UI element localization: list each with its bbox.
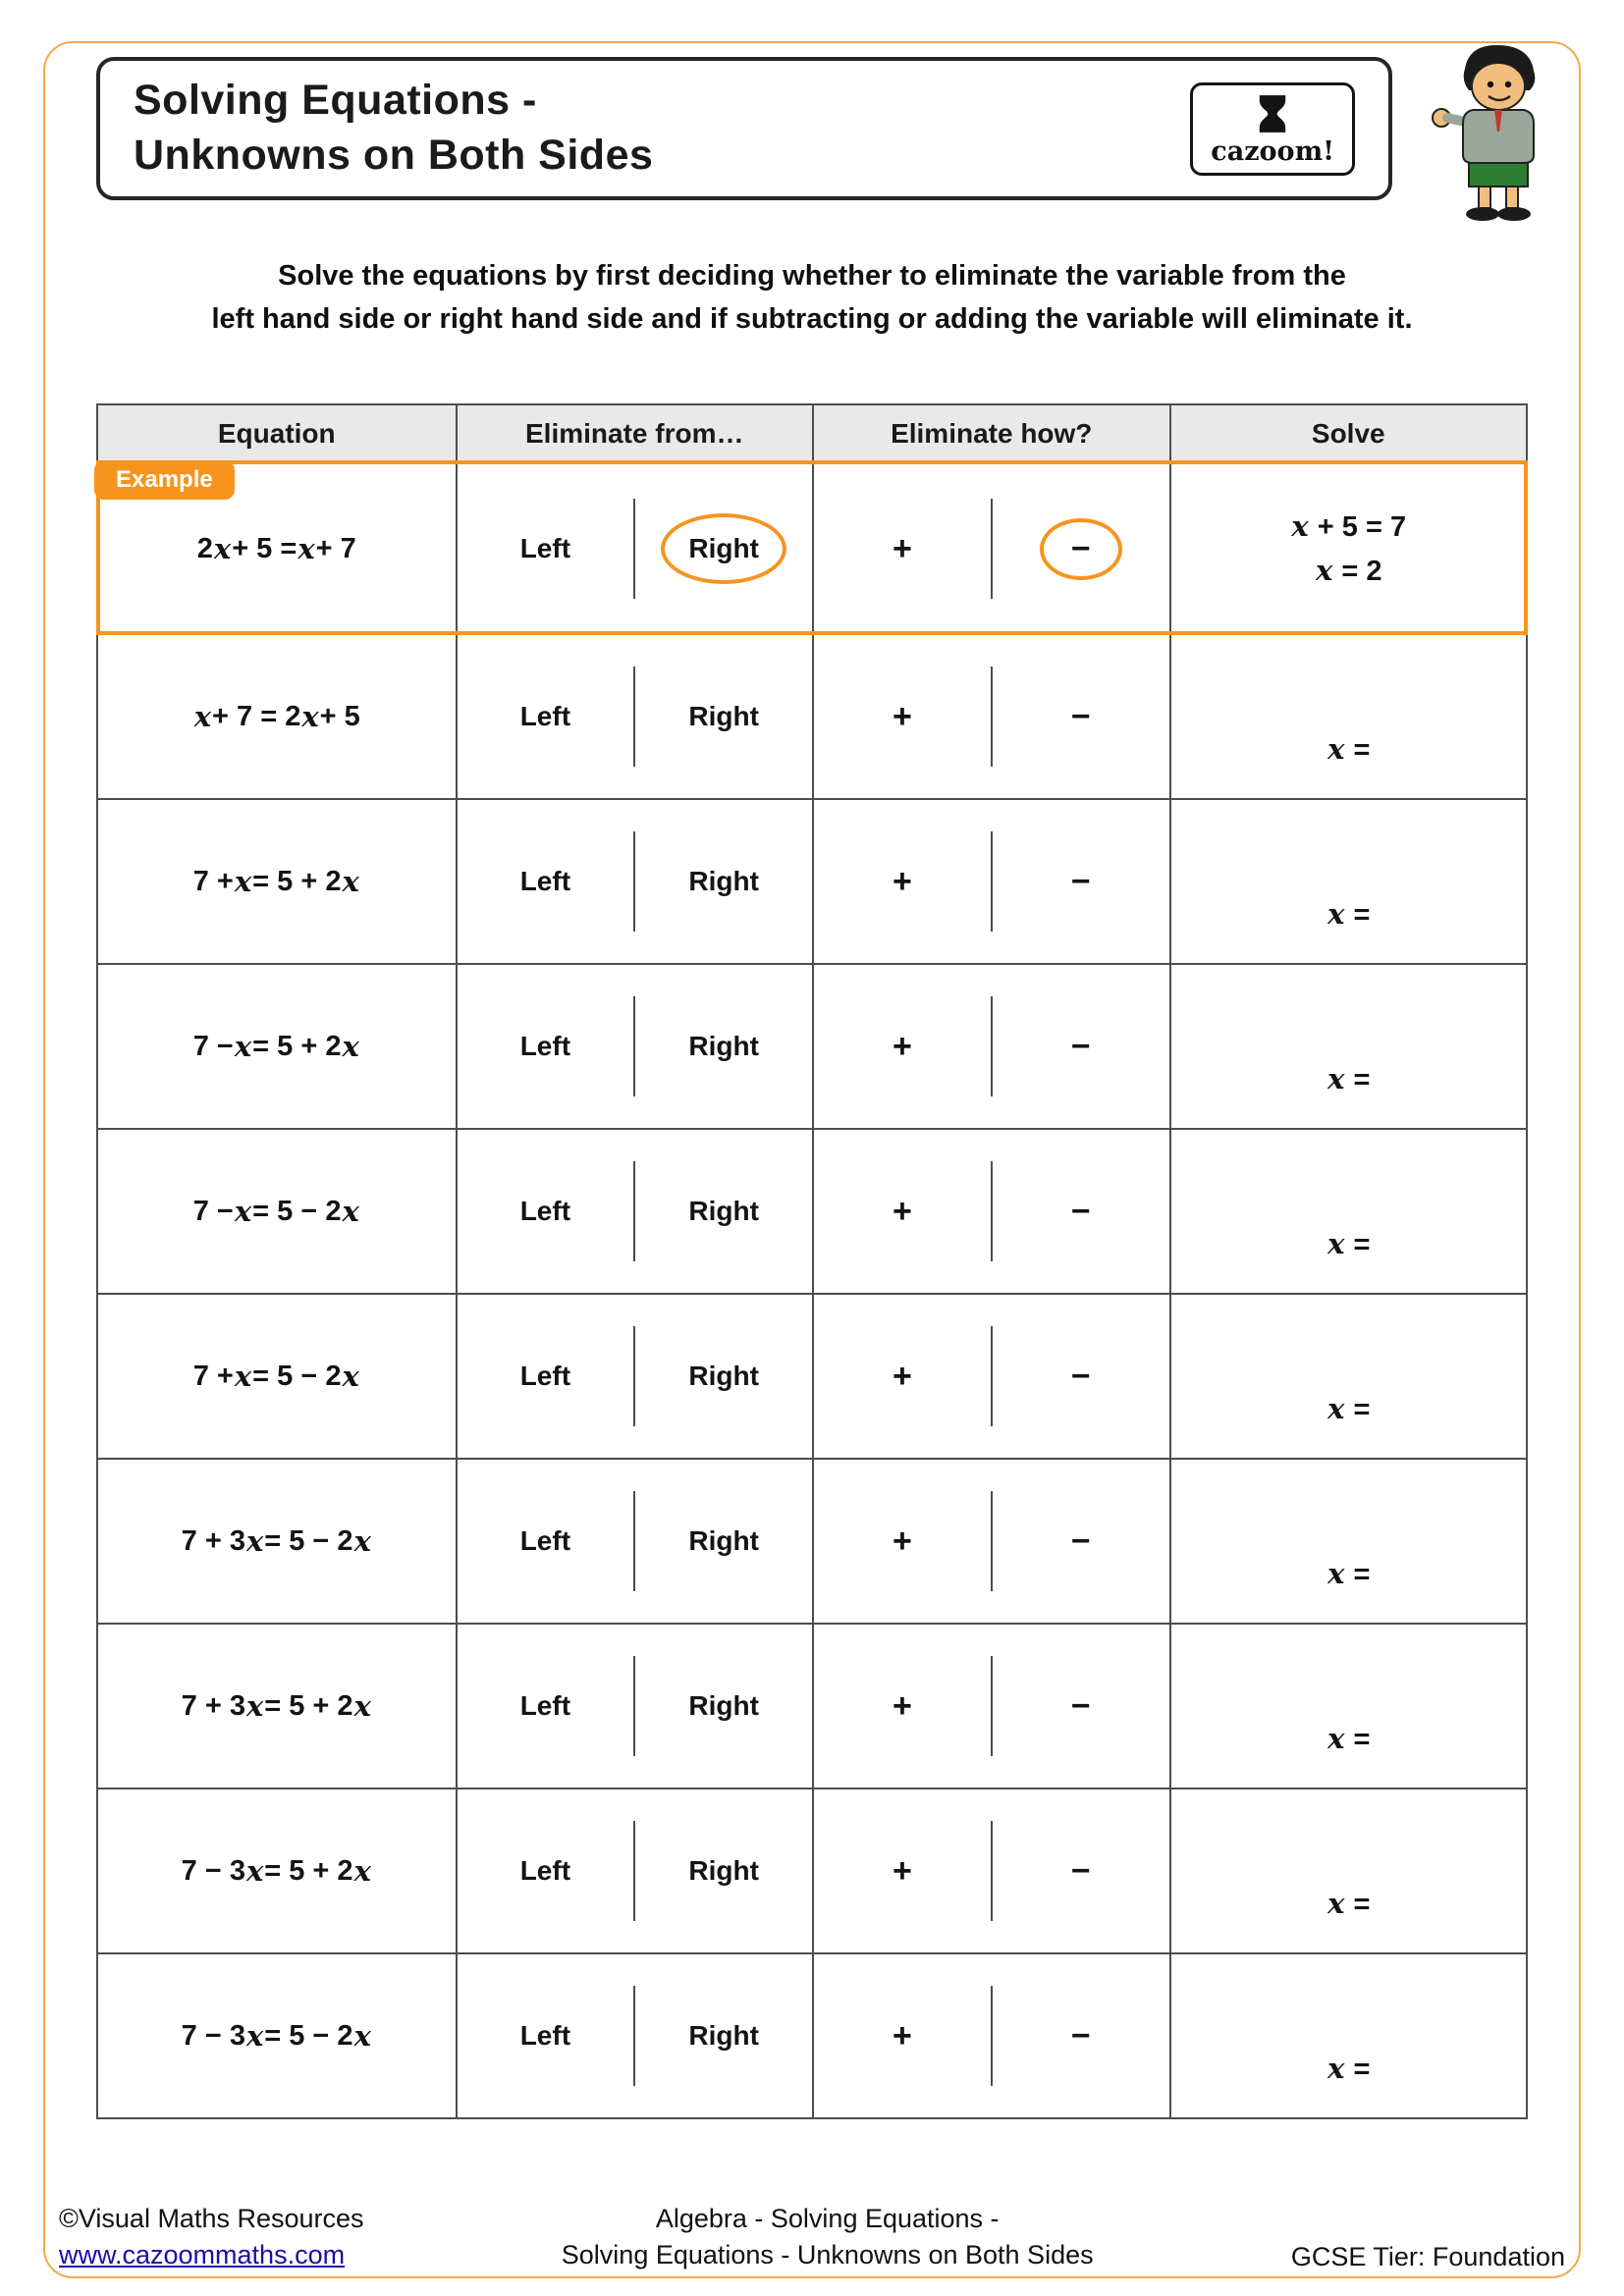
instructions-line-2: left hand side or right hand side and if subtracting or adding the variable will eliminate it. — [211, 302, 1413, 335]
left-option: Left — [519, 1690, 571, 1721]
footer-left — [59, 2201, 364, 2272]
equations-table — [96, 403, 1528, 2119]
eliminate-from-cell — [456, 1625, 813, 1788]
right-option-circled: Right — [661, 513, 786, 584]
left-option: Left — [519, 1525, 571, 1556]
right-option: Right — [688, 1525, 759, 1556]
solve-prompt: x = — [1327, 897, 1371, 931]
footer-topic-line-1: Algebra - Solving Equations - — [655, 2204, 1000, 2234]
minus-option: − — [1070, 862, 1091, 900]
table-row — [98, 798, 1526, 963]
eliminate-how-cell — [812, 1295, 1169, 1458]
eliminate-how-cell — [812, 1954, 1169, 2117]
solve-cell — [1169, 965, 1527, 1128]
solve-cell — [1169, 1295, 1527, 1458]
cazoom-logo — [1190, 82, 1355, 176]
title-line-2: Unknowns on Both Sides — [134, 132, 654, 179]
solve-prompt: x = — [1327, 1887, 1371, 1920]
plus-option: + — [892, 1192, 912, 1230]
header-solve: Solve — [1169, 405, 1527, 462]
equation: x + 7 = 2 x + 5 — [193, 700, 360, 733]
eliminate-from-cell — [456, 1954, 813, 2117]
cazoommaths-link[interactable]: www.cazoommaths.com — [59, 2239, 346, 2269]
eliminate-from-cell — [456, 464, 813, 633]
plus-option: + — [892, 529, 912, 567]
example-solve-line-2: x = 2 — [1316, 554, 1382, 587]
minus-option: − — [1070, 697, 1091, 735]
minus-option: − — [1070, 2016, 1091, 2055]
minus-option: − — [1070, 1686, 1091, 1725]
header-equation: Equation — [217, 418, 336, 449]
page-footer — [59, 2201, 1565, 2272]
example-badge: Example — [94, 460, 235, 500]
left-option: Left — [519, 701, 571, 731]
left-option: Left — [519, 533, 571, 563]
equation: 7 + 3 x = 5 − 2 x — [181, 1524, 371, 1558]
example-solve-line-1: x + 5 = 7 — [1291, 509, 1407, 543]
title-line-1: Solving Equations - — [134, 77, 537, 125]
equation: 7 + x = 5 + 2 x — [192, 865, 359, 898]
equation: 7 − 3 x = 5 + 2 x — [181, 1854, 371, 1888]
eliminate-how-cell — [812, 1789, 1169, 1952]
footer-center — [562, 2201, 1094, 2272]
left-option: Left — [519, 866, 571, 896]
left-option: Left — [519, 2020, 571, 2051]
eliminate-from-cell — [456, 1789, 813, 1952]
table-row — [98, 963, 1526, 1128]
solve-prompt: x = — [1327, 1722, 1371, 1755]
plus-option: + — [892, 1522, 912, 1560]
solve-cell — [1169, 1130, 1527, 1293]
table-row — [98, 1623, 1526, 1788]
table-row — [98, 1458, 1526, 1623]
table-row — [98, 633, 1526, 798]
solve-prompt: x = — [1327, 1392, 1371, 1425]
eliminate-from-cell — [456, 1295, 813, 1458]
solve-prompt: x = — [1327, 732, 1371, 766]
solve-cell-example — [1169, 464, 1527, 633]
eliminate-from-cell — [456, 800, 813, 963]
equation-example: 2 x + 5 = x + 7 — [196, 532, 356, 565]
eliminate-how-cell — [812, 1460, 1169, 1623]
plus-option: + — [892, 1686, 912, 1725]
solve-prompt: x = — [1327, 1227, 1371, 1260]
eliminate-how-cell — [812, 1130, 1169, 1293]
solve-cell — [1169, 1954, 1527, 2117]
right-option: Right — [688, 1361, 759, 1391]
plus-option: + — [892, 697, 912, 735]
solve-cell — [1169, 800, 1527, 963]
eliminate-how-cell — [812, 635, 1169, 798]
solve-prompt: x = — [1327, 1557, 1371, 1590]
copyright-text: ©Visual Maths Resources — [59, 2204, 364, 2234]
table-row — [98, 1788, 1526, 1952]
left-option: Left — [519, 1855, 571, 1886]
minus-option: − — [1070, 1522, 1091, 1560]
right-option: Right — [688, 1031, 759, 1061]
minus-option: − — [1070, 1357, 1091, 1395]
eliminate-from-cell — [456, 1130, 813, 1293]
right-option: Right — [688, 1690, 759, 1721]
solve-cell — [1169, 1789, 1527, 1952]
plus-option: + — [892, 1027, 912, 1065]
title-box — [96, 57, 1392, 200]
left-option: Left — [519, 1031, 571, 1061]
table-header-row — [98, 405, 1526, 462]
plus-option: + — [892, 1357, 912, 1395]
minus-option: − — [1070, 1192, 1091, 1230]
cazoom-logo-text: cazoom! — [1211, 135, 1334, 167]
eliminate-from-cell — [456, 965, 813, 1128]
table-row — [98, 1128, 1526, 1293]
equation: 7 + x = 5 − 2 x — [192, 1360, 359, 1393]
solve-prompt: x = — [1327, 2052, 1371, 2085]
header-eliminate-from: Eliminate from… — [456, 405, 813, 462]
solve-prompt: x = — [1327, 1062, 1371, 1095]
solve-cell — [1169, 635, 1527, 798]
equation: 7 − 3 x = 5 − 2 x — [181, 2019, 371, 2053]
solve-cell — [1169, 1460, 1527, 1623]
worksheet-title — [134, 74, 653, 184]
plus-option: + — [892, 862, 912, 900]
solve-cell — [1169, 1625, 1527, 1788]
plus-option: + — [892, 2016, 912, 2055]
minus-option: − — [1070, 1027, 1091, 1065]
right-option: Right — [688, 701, 759, 731]
left-option: Left — [519, 1361, 571, 1391]
minus-option-circled: − — [1040, 518, 1122, 580]
equation: 7 − x = 5 − 2 x — [192, 1195, 359, 1228]
eliminate-from-cell — [456, 635, 813, 798]
minus-option: − — [1070, 1851, 1091, 1890]
boy-cartoon-svg — [1422, 39, 1569, 226]
instructions-text — [159, 255, 1465, 341]
eliminate-how-cell — [812, 965, 1169, 1128]
boy-cartoon-illustration — [1422, 39, 1569, 226]
table-row — [98, 1952, 1526, 2117]
footer-topic-line-2: Solving Equations - Unknowns on Both Sides — [561, 2239, 1094, 2269]
header-eliminate-how: Eliminate how? — [812, 405, 1169, 462]
eliminate-how-cell — [812, 1625, 1169, 1788]
footer-tier: GCSE Tier: Foundation — [1290, 2242, 1565, 2271]
right-option: Right — [688, 1196, 759, 1226]
table-row — [98, 1293, 1526, 1458]
eliminate-how-cell — [812, 800, 1169, 963]
equation: 7 − x = 5 + 2 x — [192, 1030, 359, 1063]
right-option: Right — [688, 1855, 759, 1886]
equation: 7 + 3 x = 5 + 2 x — [181, 1689, 371, 1723]
eliminate-from-cell — [456, 1460, 813, 1623]
example-row — [98, 462, 1526, 633]
cazoom-hourglass-icon — [1256, 93, 1289, 134]
plus-option: + — [892, 1851, 912, 1890]
instructions-line-1: Solve the equations by first deciding whether to eliminate the variable from the — [278, 260, 1346, 292]
right-option: Right — [688, 2020, 759, 2051]
right-option: Right — [688, 866, 759, 896]
eliminate-how-cell — [812, 464, 1169, 633]
left-option: Left — [519, 1196, 571, 1226]
